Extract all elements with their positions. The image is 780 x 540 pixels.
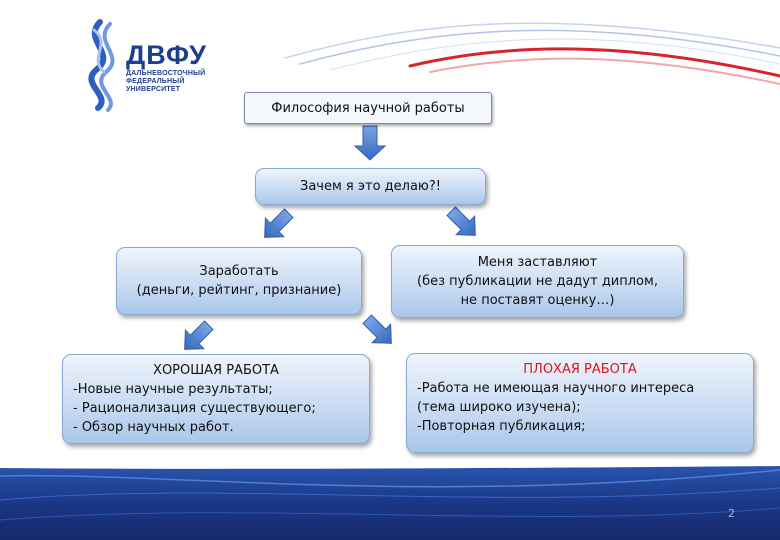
question-box-label: Зачем я это делаю?! <box>300 179 441 194</box>
top-box-philosophy <box>244 92 492 124</box>
bad-work-line-3: -Повторная публикация; <box>417 419 586 434</box>
right-box-line-2: (без публикации не дадут диплом, <box>417 274 658 289</box>
left-box-line-1: Заработать <box>199 264 279 279</box>
left-box-line-2: (деньги, рейтинг, признание) <box>136 283 342 298</box>
good-work-line-3: - Обзор научных работ. <box>73 420 234 435</box>
footer-bar <box>0 466 780 540</box>
page-number: 2 <box>728 507 735 520</box>
arrow-to-good <box>175 316 217 358</box>
question-box <box>255 168 486 205</box>
bad-work-line-2: (тема широко изучена); <box>417 400 581 415</box>
logo-subtitle-1: ДАЛЬНЕВОСТОЧНЫЙ <box>126 70 206 77</box>
logo-subtitle-2: ФЕДЕРАЛЬНЫЙ <box>126 78 185 85</box>
header-swoosh <box>285 23 780 84</box>
arrow-down-center <box>355 126 385 160</box>
logo-emblem <box>91 22 112 110</box>
right-box-line-3: не поставят оценку…) <box>460 293 615 308</box>
left-box-earn <box>116 247 362 315</box>
arrow-down-left <box>255 204 297 246</box>
bad-work-line-1: -Работа не имеющая научного интереса <box>417 381 695 396</box>
good-work-title: ХОРОШАЯ РАБОТА <box>153 363 279 378</box>
logo-subtitle-3: УНИВЕРСИТЕТ <box>126 86 181 93</box>
good-work-box <box>62 354 370 444</box>
top-box-label: Философия научной работы <box>271 100 465 116</box>
bad-work-title: ПЛОХАЯ РАБОТА <box>523 362 637 377</box>
logo-title: ДВФУ <box>126 40 207 70</box>
good-work-line-1: -Новые научные результаты; <box>73 382 273 397</box>
good-work-line-2: - Рационализация существующего; <box>73 401 316 416</box>
right-box-line-1: Меня заставляют <box>477 255 598 270</box>
right-box-forced <box>391 245 684 318</box>
arrow-down-right <box>442 202 484 244</box>
bad-work-box <box>406 353 754 453</box>
